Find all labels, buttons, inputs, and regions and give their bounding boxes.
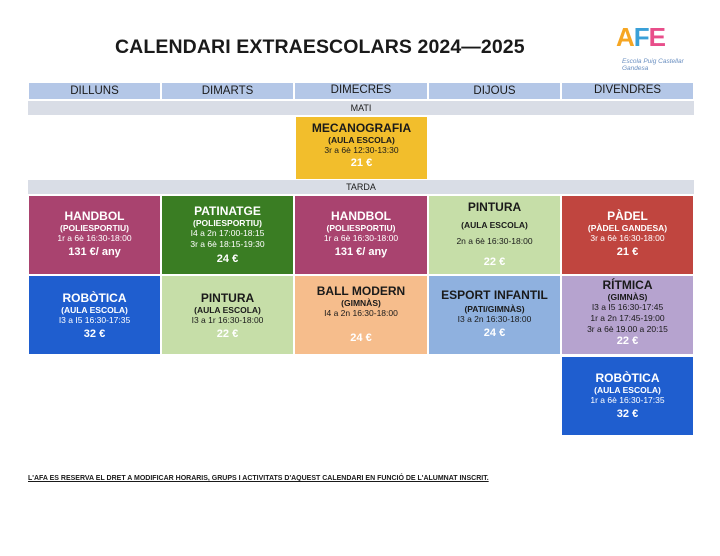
activity-schedule-1: I4 a 2n 17:00-18:15 [190, 228, 265, 238]
activity-price: 24 € [483, 327, 506, 339]
header-dilluns: DILLUNS [28, 82, 161, 100]
activity-mecanografia [295, 116, 428, 180]
activity-place: (AULA ESCOLA) [61, 305, 128, 315]
activity-name: PATINATGE [194, 204, 261, 218]
activity-price: 22 € [483, 256, 506, 268]
activity-name: RÍTMICA [602, 278, 653, 292]
activity-place: (AULA ESCOLA) [194, 305, 261, 315]
activity-schedule-2: 3r a 6è 18:15-19:30 [190, 239, 265, 249]
activity-price: 21 € [616, 246, 639, 258]
activity-place: (PATI/GIMNÀS) [464, 304, 525, 314]
logo-letter-e: E [648, 22, 666, 52]
section-tarda: TARDA [28, 180, 694, 194]
activity-handbol-dimecres [294, 195, 428, 275]
activity-schedule: 3r a 6è 12:30-13:30 [324, 145, 399, 155]
activity-name: HANDBOL [331, 209, 391, 223]
activity-schedule: 1r a 6è 16:30-18:00 [323, 233, 399, 243]
activity-name: ESPORT INFANTIL [441, 288, 548, 302]
activity-schedule-3: 3r a 6è 19.00 a 20:15 [587, 324, 668, 334]
activity-place: (GIMNÀS) [341, 298, 381, 308]
activity-schedule: I3 a I5 16:30-17:35 [58, 315, 131, 325]
activity-price: 32 € [83, 328, 106, 340]
disclaimer-note: L'AFA ES RESERVA EL DRET A MODIFICAR HORARIS, GRUPS I ACTIVITATS D'AQUEST CALENDARI EN FUNCIÓ DE L'ALUMNAT INSCRIT. [28, 475, 489, 482]
activity-esport-infantil [428, 275, 561, 355]
activity-schedule: 3r a 6è 16:30-18:00 [590, 233, 665, 243]
activity-name: PÀDEL [607, 209, 648, 223]
afa-logo [616, 22, 694, 76]
header-divendres: DIVENDRES [561, 82, 694, 100]
activity-padel [561, 195, 694, 275]
activity-schedule: 1r a 6è 16:30-18:00 [57, 233, 132, 243]
activity-robotica-divendres [561, 356, 694, 436]
header-dimarts: DIMARTS [161, 82, 294, 100]
activity-schedule: I4 a 2n 16:30-18:00 [324, 308, 398, 318]
activity-price: 24 € [216, 253, 239, 265]
activity-name: PINTURA [200, 291, 255, 305]
activity-ball-modern [294, 275, 428, 355]
header-dimecres: DIMECRES [294, 82, 428, 100]
activity-price: 131 €/ any [334, 246, 388, 258]
logo-town: Gandesa [622, 65, 649, 72]
activity-name: BALL MODERN [316, 284, 406, 298]
activity-schedule: 2n a 6è 16:30-18:00 [456, 236, 533, 246]
activity-place: (POLIESPORTIU) [60, 223, 129, 233]
header-dijous: DIJOUS [428, 82, 561, 100]
activity-place: (AULA ESCOLA) [594, 385, 661, 395]
page-title: CALENDARI EXTRAESCOLARS 2024—2025 [115, 36, 525, 58]
activity-patinatge [161, 195, 294, 275]
activity-price: 131 €/ any [68, 246, 121, 258]
activity-place: (AULA ESCOLA) [328, 135, 395, 145]
activity-place: (AULA ESCOLA) [461, 220, 528, 230]
activity-price: 22 € [616, 335, 639, 347]
logo-subtitle [622, 58, 684, 72]
activity-robotica-dilluns [28, 275, 161, 355]
logo-wordmark [616, 22, 665, 53]
activity-pintura-dimarts [161, 275, 294, 355]
logo-school-name: Escola Puig Castellar [622, 58, 684, 65]
activity-schedule: 1r a 6è 16:30-17:35 [590, 395, 665, 405]
activity-name: ROBÒTICA [595, 371, 660, 385]
activity-schedule: I3 a 2n 16:30-18:00 [457, 314, 532, 324]
activity-place: (GIMNÀS) [607, 292, 648, 302]
activity-place: (POLIESPORTIU) [326, 223, 396, 233]
activity-place: (POLIESPORTIU) [193, 218, 262, 228]
activity-pintura-dijous [428, 195, 561, 275]
activity-name: MECANOGRAFIA [311, 121, 412, 135]
activity-name: ROBÒTICA [62, 291, 127, 305]
activity-price: 24 € [350, 332, 372, 344]
activity-price: 32 € [616, 408, 639, 420]
activity-name: HANDBOL [64, 209, 125, 223]
activity-name: PINTURA [467, 200, 522, 214]
section-mati: MATI [28, 101, 694, 115]
activity-price: 22 € [216, 328, 239, 340]
activity-ritmica [561, 275, 694, 355]
activity-schedule-2: 1r a 2n 17:45-19:00 [590, 313, 665, 323]
activity-schedule-1: I3 a I5 16:30-17:45 [591, 302, 664, 312]
logo-letter-f: F [633, 22, 649, 52]
logo-letter-a: A [616, 22, 634, 52]
activity-schedule: I3 a 1r 16:30-18:00 [191, 315, 264, 325]
activity-price: 21 € [350, 157, 373, 169]
activity-handbol-dilluns [28, 195, 161, 275]
activity-place: (PÀDEL GANDESA) [587, 223, 668, 233]
